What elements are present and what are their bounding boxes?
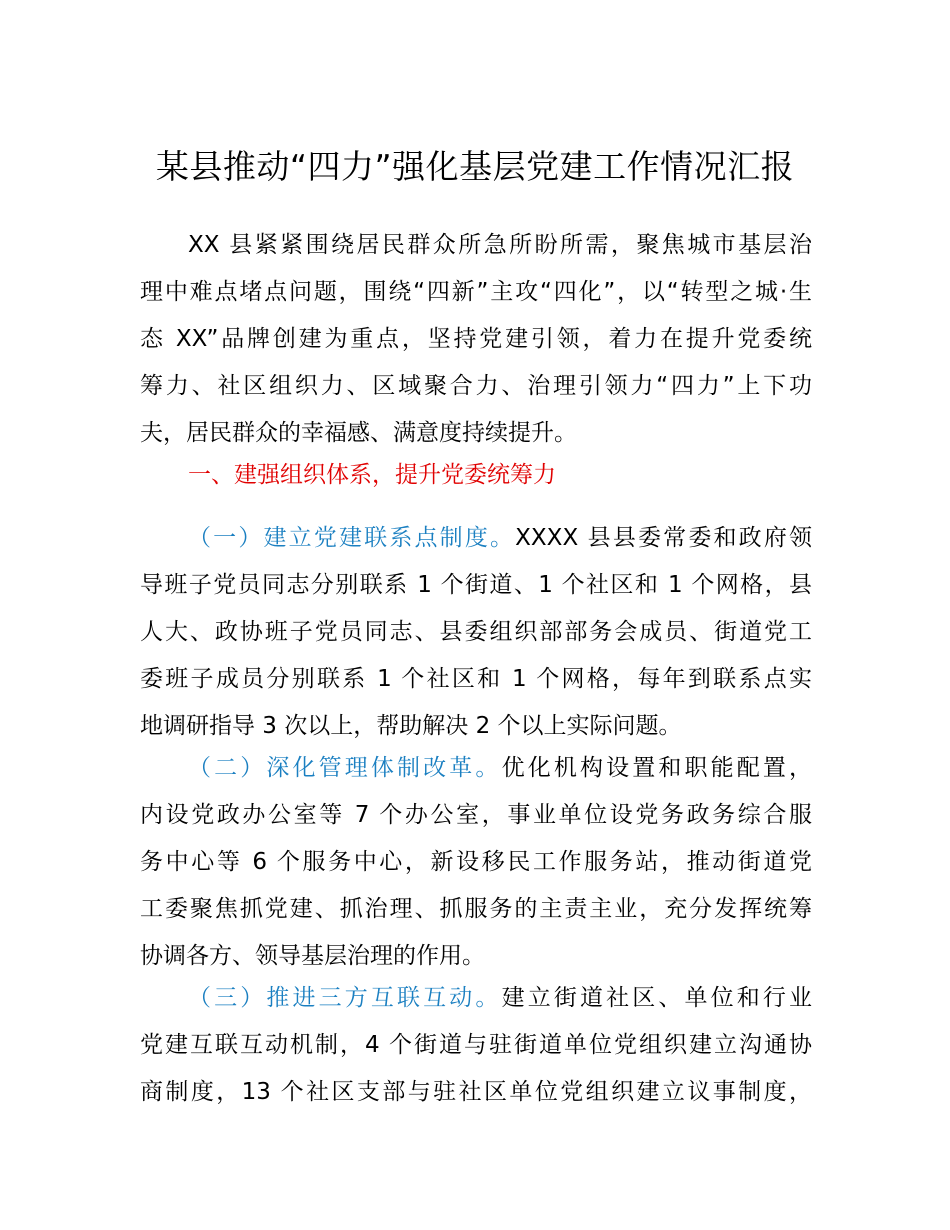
paragraph-line: 委班子成员分别联系 1 个社区和 1 个网格，每年到联系点实 [140, 666, 812, 692]
paragraph-line [140, 745, 812, 792]
item-paragraph-3 [140, 975, 812, 1116]
paragraph-line: 导班子党员同志分别联系 1 个街道、1 个社区和 1 个网格，县 [140, 572, 812, 598]
item-paragraph-2 [140, 745, 812, 980]
item-label: （一）建立党建联系点制度。 [188, 525, 516, 551]
paragraph-line: 工委聚焦抓党建、抓治理、抓服务的主责主业，充分发挥统筹 [140, 896, 812, 922]
paragraph-line: 人大、政协班子党员同志、县委组织部部务会成员、街道党工 [140, 619, 812, 645]
paragraph-line: 协调各方、领导基层治理的作用。 [140, 943, 485, 969]
item-text: 优化机构设置和职能配置， [501, 755, 813, 781]
paragraph-line: 夫，居民群众的幸福感、满意度持续提升。 [140, 420, 577, 446]
paragraph-line: 筹力、社区组织力、区域聚合力、治理引领力“四力”上下功 [140, 373, 812, 399]
item-text: 建立街道社区、单位和行业 [501, 985, 813, 1011]
document-title: 某县推动“四力”强化基层党建工作情况汇报 [155, 147, 795, 186]
intro-paragraph [140, 222, 812, 457]
item-text: XXXX 县县委常委和政府领 [515, 525, 813, 551]
paragraph-line: 务中心等 6 个服务中心，新设移民工作服务站，推动街道党 [140, 849, 812, 875]
paragraph-line [140, 975, 812, 1022]
paragraph-line: 理中难点堵点问题，围绕“四新”主攻“四化”，以“转型之城·生 [140, 279, 812, 305]
paragraph-line: XX 县紧紧围绕居民群众所急所盼所需，聚焦城市基层治 [188, 232, 812, 258]
paragraph-line: 内设党政办公室等 7 个办公室，事业单位设党务政务综合服 [140, 802, 812, 828]
paragraph-line [140, 515, 812, 562]
section-heading-1 [140, 452, 812, 499]
paragraph-line: 地调研指导 3 次以上，帮助解决 2 个以上实际问题。 [140, 713, 682, 739]
paragraph-line: 态 XX”品牌创建为重点，坚持党建引领，着力在提升党委统 [140, 326, 812, 352]
item-label: （二）深化管理体制改革。 [188, 755, 502, 781]
paragraph-line: 党建互联互动机制，4 个街道与驻街道单位党组织建立沟通协 [140, 1032, 812, 1058]
section-heading-text: 一、建强组织体系，提升党委统筹力 [188, 462, 556, 488]
item-paragraph-1 [140, 515, 812, 750]
item-label: （三）推进三方互联互动。 [188, 985, 502, 1011]
paragraph-line: 商制度，13 个社区支部与驻社区单位党组织建立议事制度， [140, 1079, 812, 1105]
